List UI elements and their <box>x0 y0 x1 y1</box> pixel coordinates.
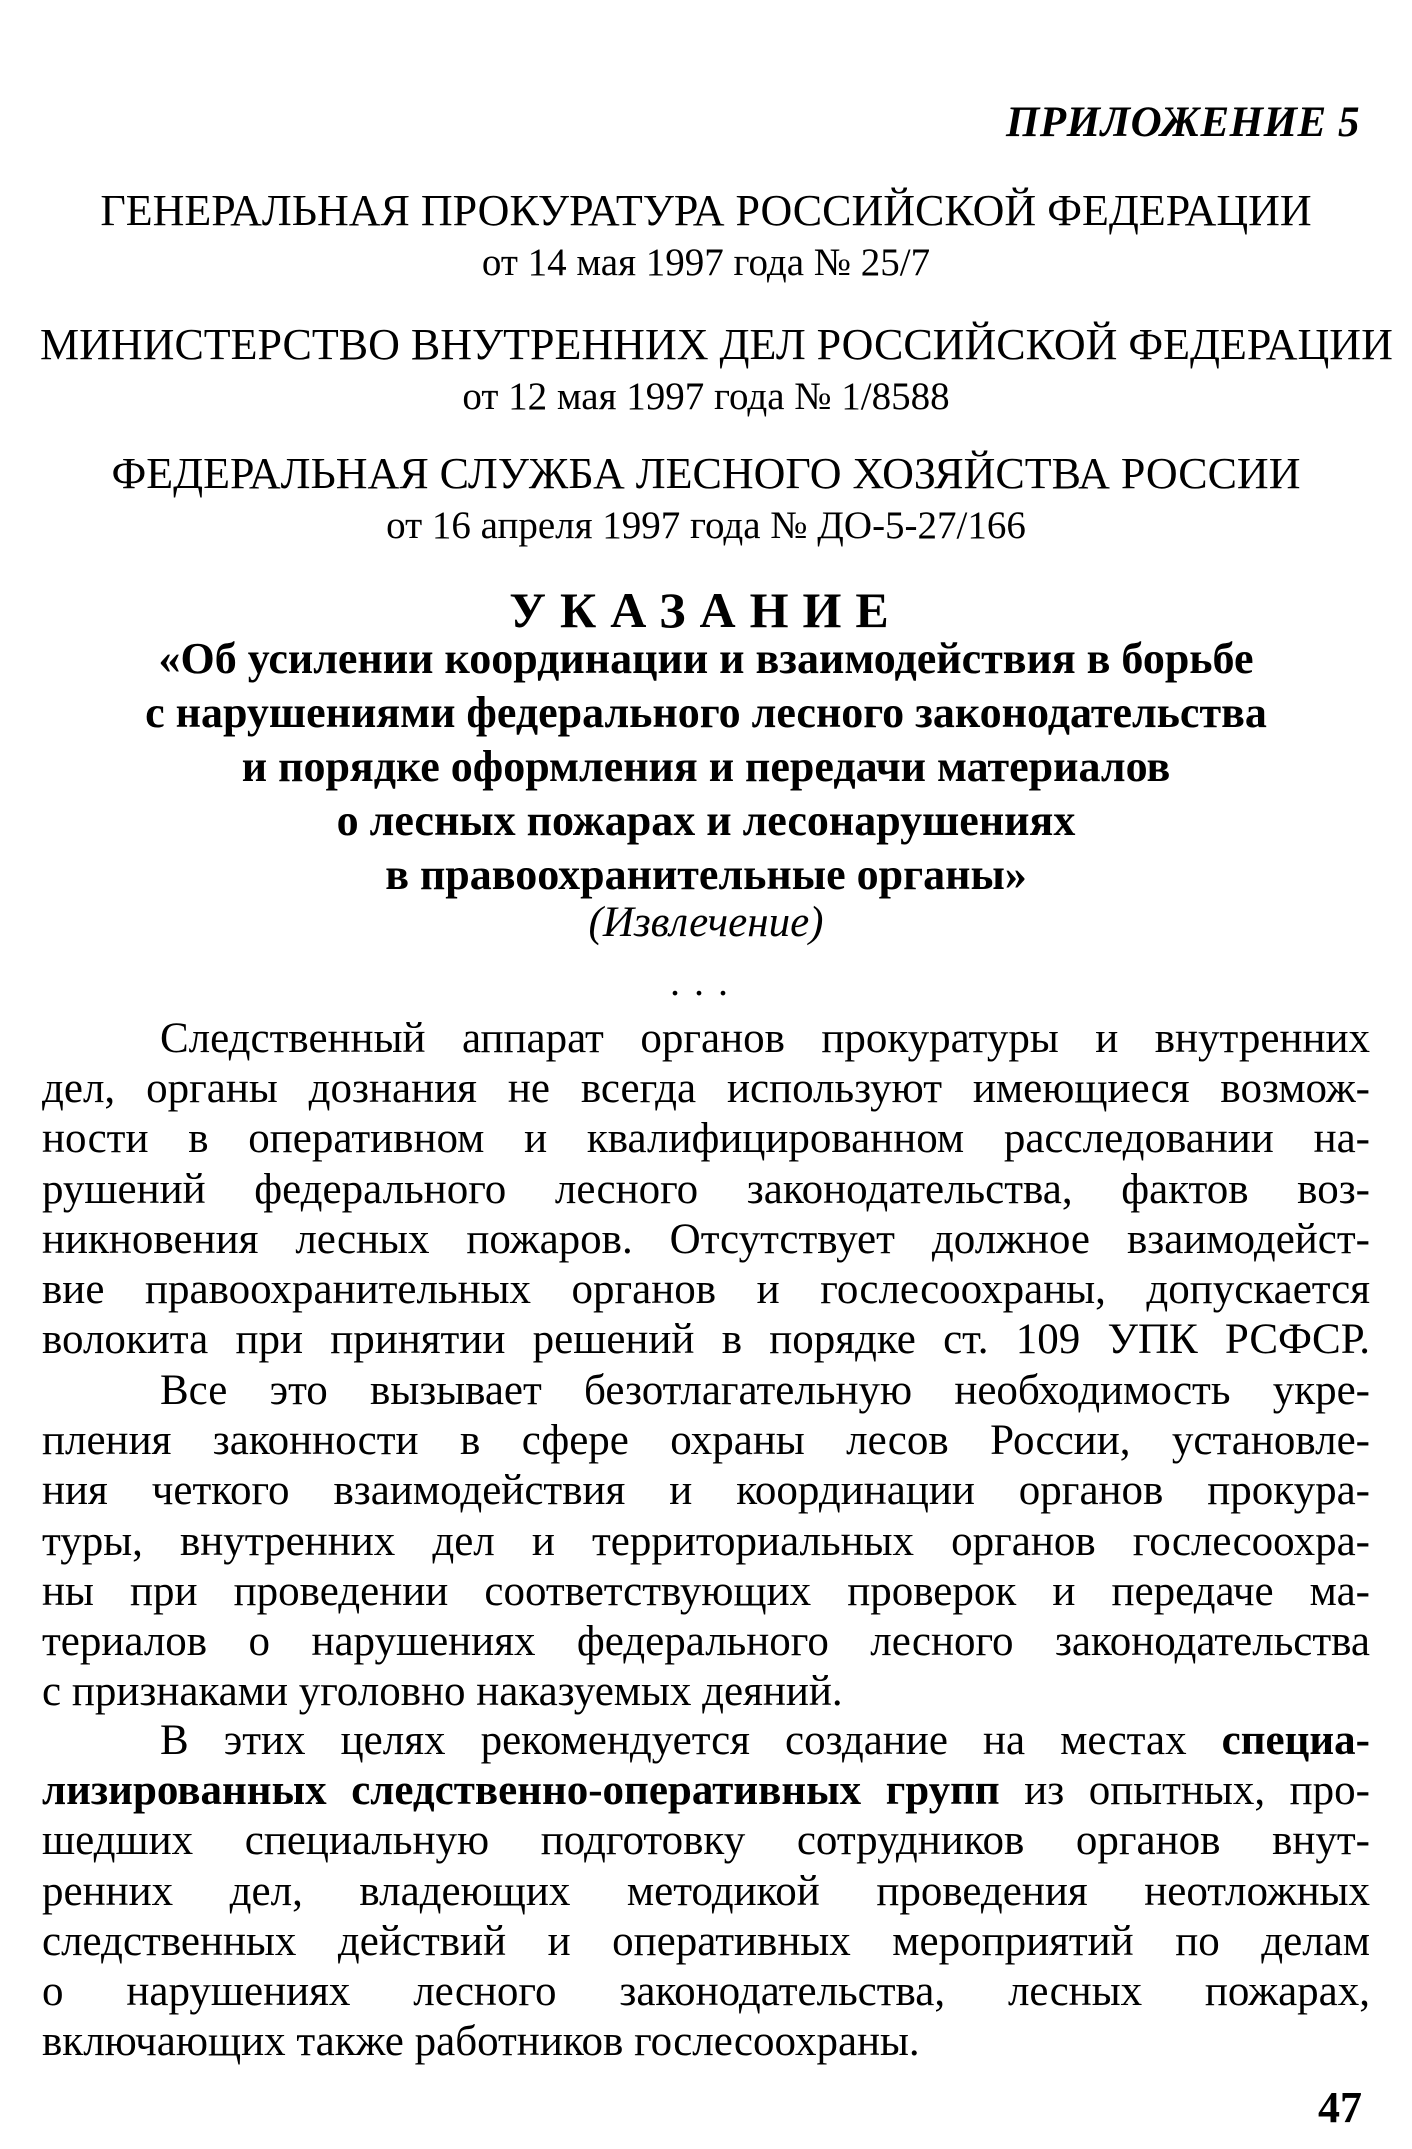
text-line: о нарушениях лесного законодательства, лесных пожарах, <box>42 1967 1370 2015</box>
issuer-interior-ministry <box>40 318 1393 422</box>
document-title <box>40 632 1372 902</box>
title-line: «Об усилении координации и взаимодействия в борьбе <box>158 634 1254 683</box>
page-number: 47 <box>1318 2083 1362 2132</box>
text-line: ренних дел, владеющих методикой проведения неотложных <box>42 1867 1370 1915</box>
text-line: ности в оперативном и квалифицированном расследовании на- <box>42 1115 1370 1163</box>
text-line: шедших специальную подготовку сотрудников органов внут- <box>42 1817 1370 1865</box>
omission-ellipsis: ... <box>670 959 742 1004</box>
issuer-org: ФЕДЕРАЛЬНАЯ СЛУЖБА ЛЕСНОГО ХОЗЯЙСТВА РОССИИ <box>111 449 1301 498</box>
text-run: из опытных, про- <box>999 1767 1370 1815</box>
paragraph-1 <box>42 1014 1370 1365</box>
issuer-prosecutor-general <box>40 184 1372 288</box>
text-line: с признаками уголовно наказуемых деяний. <box>42 1668 843 1716</box>
document-type: УКАЗАНИЕ <box>509 582 903 638</box>
title-line: о лесных пожарах и лесонарушениях <box>336 796 1076 845</box>
emphasis-text: специа- <box>1221 1717 1370 1764</box>
paragraph-3 <box>42 1716 1370 2067</box>
text-line: териалов о нарушениях федерального лесного законодательства <box>42 1617 1370 1665</box>
text-line: волокита при принятии решений в порядке ст. 109 УПК РСФСР. <box>42 1316 1370 1364</box>
text-run: В этих целях рекомендуется создание на местах <box>160 1717 1222 1764</box>
issuer-date: от 16 апреля 1997 года № ДО-5-27/166 <box>386 504 1026 547</box>
text-line: включающих также работников гослесоохраны. <box>42 2018 920 2066</box>
issuer-date: от 14 мая 1997 года № 25/7 <box>481 241 931 284</box>
text-line: следственных действий и оперативных мероприятий по делам <box>42 1917 1370 1965</box>
text-line: ния четкого взаимодействия и координации органов прокура- <box>42 1467 1370 1515</box>
text-line: туры, внутренних дел и территориальных органов гослесоохра- <box>42 1517 1370 1565</box>
issuer-forestry-service <box>40 447 1372 551</box>
title-line: и порядке оформления и передачи материалов <box>241 742 1171 791</box>
text-line: вие правоохранительных органов и гослесоохраны, допускается <box>42 1265 1370 1313</box>
title-line: в правоохранительные органы» <box>385 850 1027 899</box>
text-line: рушений федерального лесного законодательства, фактов воз- <box>42 1165 1370 1213</box>
text-line: пления законности в сфере охраны лесов России, установле- <box>42 1417 1370 1465</box>
text-line: дел, органы дознания не всегда используют имеющиеся возмож- <box>42 1065 1370 1113</box>
title-line: с нарушениями федерального лесного законодательства <box>145 688 1267 737</box>
text-line: никновения лесных пожаров. Отсутствует должное взаимодейст- <box>42 1215 1370 1263</box>
text-line <box>42 1716 1370 1766</box>
appendix-label: ПРИЛОЖЕНИЕ 5 <box>1005 99 1360 146</box>
paragraph-2 <box>42 1366 1370 1717</box>
issuer-date: от 12 мая 1997 года № 1/8588 <box>462 375 950 418</box>
document-subtitle: (Извлечение) <box>588 899 824 946</box>
issuer-org: ГЕНЕРАЛЬНАЯ ПРОКУРАТУРА РОССИЙСКОЙ ФЕДЕРАЦИИ <box>100 186 1312 235</box>
emphasis-text: лизированных следственно-оперативных групп <box>42 1767 1000 1815</box>
issuer-org: МИНИСТЕРСТВО ВНУТРЕННИХ ДЕЛ РОССИЙСКОЙ ФЕДЕРАЦИИ <box>40 320 1393 369</box>
text-line: ны при проведении соответствующих проверок и передаче ма- <box>42 1567 1370 1615</box>
text-line: Следственный аппарат органов прокуратуры и внутренних <box>160 1015 1370 1062</box>
text-line <box>42 1766 1370 1816</box>
text-line: Все это вызывает безотлагательную необходимость укре- <box>160 1367 1370 1414</box>
